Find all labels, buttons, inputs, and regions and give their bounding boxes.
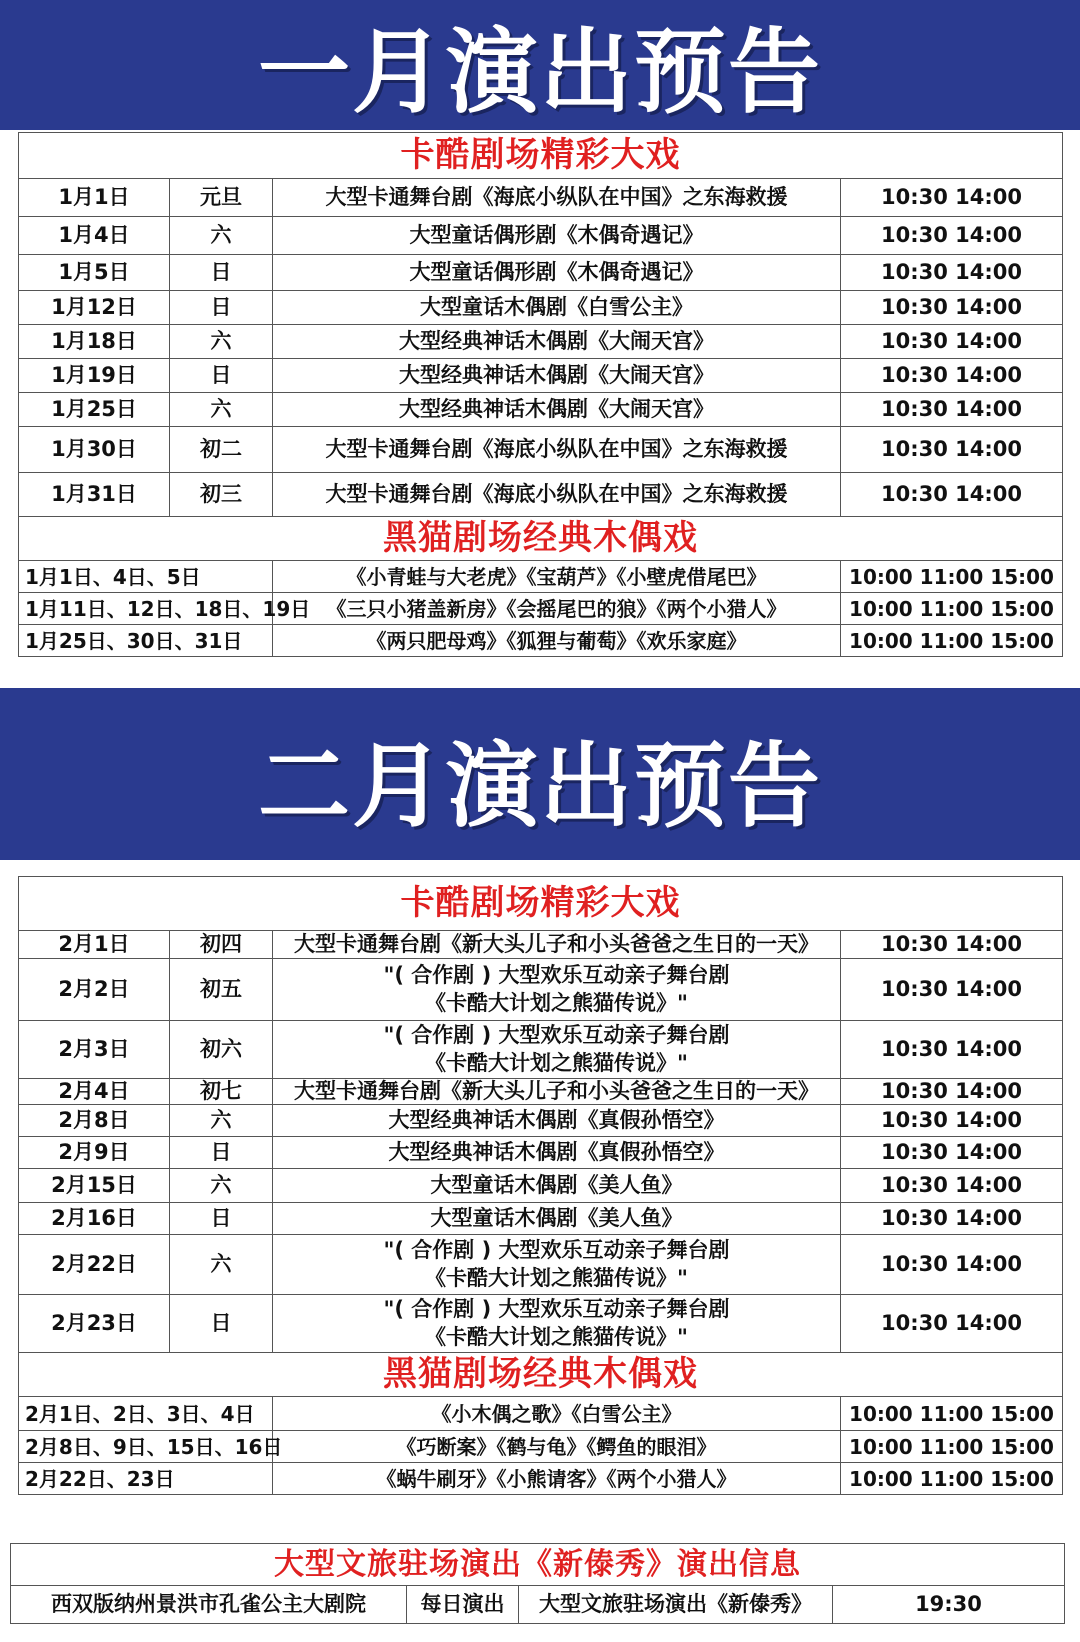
table-row bbox=[19, 427, 1063, 473]
feb-heimao-title: 黑猫剧场经典木偶戏 bbox=[19, 1353, 1063, 1397]
xindai-title: 大型文旅驻场演出《新傣秀》演出信息 bbox=[11, 1544, 1065, 1586]
row-show: 大型童话偶形剧《木偶奇遇记》 bbox=[273, 217, 841, 255]
xindai-time: 19:30 bbox=[833, 1586, 1065, 1624]
row-time: 10:30 14:00 bbox=[841, 393, 1063, 427]
row-show: 大型经典神话木偶剧《真假孙悟空》 bbox=[273, 1105, 841, 1137]
table-row bbox=[19, 1397, 1063, 1431]
xindai-show: 大型文旅驻场演出《新傣秀》 bbox=[519, 1586, 833, 1624]
table-row bbox=[19, 561, 1063, 593]
row-show: 大型卡通舞台剧《新大头儿子和小头爸爸之生日的一天》 bbox=[273, 1079, 841, 1105]
row-time: 10:30 14:00 bbox=[841, 1079, 1063, 1105]
row-date: 2月22日 bbox=[19, 1235, 170, 1295]
row-time: 10:00 11:00 15:00 bbox=[841, 561, 1063, 593]
table-row bbox=[19, 1021, 1063, 1079]
row-day: 日 bbox=[170, 1203, 273, 1235]
row-date: 1月12日 bbox=[19, 291, 170, 325]
row-time: 10:30 14:00 bbox=[841, 255, 1063, 291]
row-date: 1月4日 bbox=[19, 217, 170, 255]
table-row bbox=[19, 179, 1063, 217]
table-row bbox=[19, 473, 1063, 517]
row-time: 10:30 14:00 bbox=[841, 931, 1063, 959]
row-show: 大型经典神话木偶剧《真假孙悟空》 bbox=[273, 1137, 841, 1169]
row-show: "( 合作剧 ) 大型欢乐互动亲子舞台剧 《卡酷大计划之熊猫传说》" bbox=[273, 959, 841, 1021]
row-show: "( 合作剧 ) 大型欢乐互动亲子舞台剧 《卡酷大计划之熊猫传说》" bbox=[273, 1295, 841, 1353]
table-row bbox=[19, 593, 1063, 625]
row-time: 10:00 11:00 15:00 bbox=[841, 1397, 1063, 1431]
row-date: 2月9日 bbox=[19, 1137, 170, 1169]
table-row bbox=[19, 1431, 1063, 1463]
jan-heimao-rows bbox=[19, 561, 1063, 657]
row-date: 2月1日 bbox=[19, 931, 170, 959]
row-time: 10:30 14:00 bbox=[841, 291, 1063, 325]
feb-schedule-table bbox=[18, 876, 1063, 1495]
xindai-venue: 西双版纳州景洪市孔雀公主大剧院 bbox=[11, 1586, 407, 1624]
row-day: 六 bbox=[170, 1105, 273, 1137]
table-row bbox=[19, 931, 1063, 959]
feb-kaku-header-row bbox=[19, 877, 1063, 931]
row-date: 2月3日 bbox=[19, 1021, 170, 1079]
feb-kaku-rows bbox=[19, 931, 1063, 1353]
row-dates: 2月22日、23日 bbox=[19, 1463, 273, 1495]
table-row bbox=[19, 1169, 1063, 1203]
row-show: "( 合作剧 ) 大型欢乐互动亲子舞台剧 《卡酷大计划之熊猫传说》" bbox=[273, 1021, 841, 1079]
row-time: 10:00 11:00 15:00 bbox=[841, 1463, 1063, 1495]
row-shows: 《蜗牛刷牙》《小熊请客》《两个小猎人》 bbox=[273, 1463, 841, 1495]
row-show: 大型经典神话木偶剧《大闹天宫》 bbox=[273, 393, 841, 427]
row-shows: 《巧断案》《鹤与龟》《鳄鱼的眼泪》 bbox=[273, 1431, 841, 1463]
row-show: 大型童话木偶剧《美人鱼》 bbox=[273, 1203, 841, 1235]
row-time: 10:30 14:00 bbox=[841, 959, 1063, 1021]
table-row bbox=[19, 1203, 1063, 1235]
feb-heimao-rows bbox=[19, 1397, 1063, 1495]
row-shows: 《三只小猪盖新房》《会摇尾巴的狼》《两个小猎人》 bbox=[273, 593, 841, 625]
table-row bbox=[19, 217, 1063, 255]
row-date: 2月16日 bbox=[19, 1203, 170, 1235]
row-time: 10:30 14:00 bbox=[841, 179, 1063, 217]
row-date: 1月19日 bbox=[19, 359, 170, 393]
table-row bbox=[19, 393, 1063, 427]
table-row bbox=[19, 325, 1063, 359]
row-day: 初七 bbox=[170, 1079, 273, 1105]
row-date: 1月18日 bbox=[19, 325, 170, 359]
row-time: 10:30 14:00 bbox=[841, 1295, 1063, 1353]
row-time: 10:30 14:00 bbox=[841, 1021, 1063, 1079]
row-time: 10:30 14:00 bbox=[841, 1169, 1063, 1203]
row-day: 六 bbox=[170, 1235, 273, 1295]
row-day: 日 bbox=[170, 255, 273, 291]
jan-banner bbox=[0, 0, 1080, 130]
table-row bbox=[19, 1105, 1063, 1137]
table-row bbox=[19, 1137, 1063, 1169]
row-shows: 《小青蛙与大老虎》《宝葫芦》《小壁虎借尾巴》 bbox=[273, 561, 841, 593]
row-date: 1月1日 bbox=[19, 179, 170, 217]
row-date: 1月25日 bbox=[19, 393, 170, 427]
row-shows: 《小木偶之歌》《白雪公主》 bbox=[273, 1397, 841, 1431]
row-day: 初四 bbox=[170, 931, 273, 959]
table-row bbox=[19, 291, 1063, 325]
row-time: 10:30 14:00 bbox=[841, 427, 1063, 473]
table-row bbox=[19, 1235, 1063, 1295]
row-time: 10:00 11:00 15:00 bbox=[841, 593, 1063, 625]
row-day: 初五 bbox=[170, 959, 273, 1021]
row-dates: 1月1日、4日、5日 bbox=[19, 561, 273, 593]
jan-heimao-title: 黑猫剧场经典木偶戏 bbox=[19, 517, 1063, 561]
row-date: 1月31日 bbox=[19, 473, 170, 517]
table-row bbox=[19, 255, 1063, 291]
row-date: 2月4日 bbox=[19, 1079, 170, 1105]
row-time: 10:30 14:00 bbox=[841, 325, 1063, 359]
row-day: 初二 bbox=[170, 427, 273, 473]
row-time: 10:30 14:00 bbox=[841, 217, 1063, 255]
row-show: 大型童话木偶剧《白雪公主》 bbox=[273, 291, 841, 325]
row-show: 大型卡通舞台剧《海底小纵队在中国》之东海救援 bbox=[273, 473, 841, 517]
xindai-row bbox=[11, 1586, 1065, 1624]
jan-kaku-header-row bbox=[19, 133, 1063, 179]
table-row bbox=[19, 959, 1063, 1021]
jan-kaku-rows bbox=[19, 179, 1063, 517]
row-day: 初六 bbox=[170, 1021, 273, 1079]
row-date: 1月30日 bbox=[19, 427, 170, 473]
row-day: 日 bbox=[170, 1295, 273, 1353]
row-show: 大型经典神话木偶剧《大闹天宫》 bbox=[273, 325, 841, 359]
table-row bbox=[19, 1295, 1063, 1353]
row-day: 元旦 bbox=[170, 179, 273, 217]
row-time: 10:30 14:00 bbox=[841, 359, 1063, 393]
xindai-header-row bbox=[11, 1544, 1065, 1586]
jan-heimao-header-row bbox=[19, 517, 1063, 561]
row-time: 10:30 14:00 bbox=[841, 1105, 1063, 1137]
row-date: 2月23日 bbox=[19, 1295, 170, 1353]
row-date: 2月2日 bbox=[19, 959, 170, 1021]
row-show: 大型卡通舞台剧《新大头儿子和小头爸爸之生日的一天》 bbox=[273, 931, 841, 959]
table-row bbox=[19, 359, 1063, 393]
feb-banner bbox=[0, 688, 1080, 860]
row-day: 六 bbox=[170, 325, 273, 359]
row-dates: 2月1日、2日、3日、4日 bbox=[19, 1397, 273, 1431]
row-day: 日 bbox=[170, 291, 273, 325]
jan-kaku-title: 卡酷剧场精彩大戏 bbox=[19, 133, 1063, 179]
row-time: 10:30 14:00 bbox=[841, 1137, 1063, 1169]
jan-schedule-table bbox=[18, 132, 1063, 657]
table-row bbox=[19, 625, 1063, 657]
row-dates: 2月8日、9日、15日、16日 bbox=[19, 1431, 273, 1463]
row-date: 2月8日 bbox=[19, 1105, 170, 1137]
table-row bbox=[19, 1463, 1063, 1495]
feb-title: 二月演出预告 bbox=[257, 732, 822, 840]
table-row bbox=[19, 1079, 1063, 1105]
row-show: "( 合作剧 ) 大型欢乐互动亲子舞台剧 《卡酷大计划之熊猫传说》" bbox=[273, 1235, 841, 1295]
row-time: 10:30 14:00 bbox=[841, 1235, 1063, 1295]
row-show: 大型卡通舞台剧《海底小纵队在中国》之东海救援 bbox=[273, 179, 841, 217]
row-show: 大型童话偶形剧《木偶奇遇记》 bbox=[273, 255, 841, 291]
row-date: 2月15日 bbox=[19, 1169, 170, 1203]
jan-title: 一月演出预告 bbox=[257, 18, 822, 126]
row-day: 日 bbox=[170, 359, 273, 393]
xindai-frequency: 每日演出 bbox=[407, 1586, 519, 1624]
row-dates: 1月25日、30日、31日 bbox=[19, 625, 273, 657]
row-day: 日 bbox=[170, 1137, 273, 1169]
row-day: 六 bbox=[170, 1169, 273, 1203]
row-day: 六 bbox=[170, 393, 273, 427]
row-day: 六 bbox=[170, 217, 273, 255]
row-show: 大型卡通舞台剧《海底小纵队在中国》之东海救援 bbox=[273, 427, 841, 473]
feb-heimao-header-row bbox=[19, 1353, 1063, 1397]
row-time: 10:30 14:00 bbox=[841, 1203, 1063, 1235]
xindai-table bbox=[10, 1543, 1065, 1624]
row-time: 10:30 14:00 bbox=[841, 473, 1063, 517]
row-show: 大型经典神话木偶剧《大闹天宫》 bbox=[273, 359, 841, 393]
row-date: 1月5日 bbox=[19, 255, 170, 291]
row-show: 大型童话木偶剧《美人鱼》 bbox=[273, 1169, 841, 1203]
feb-kaku-title: 卡酷剧场精彩大戏 bbox=[19, 877, 1063, 931]
row-time: 10:00 11:00 15:00 bbox=[841, 1431, 1063, 1463]
row-day: 初三 bbox=[170, 473, 273, 517]
row-time: 10:00 11:00 15:00 bbox=[841, 625, 1063, 657]
row-shows: 《两只肥母鸡》《狐狸与葡萄》《欢乐家庭》 bbox=[273, 625, 841, 657]
row-dates: 1月11日、12日、18日、19日 bbox=[19, 593, 273, 625]
